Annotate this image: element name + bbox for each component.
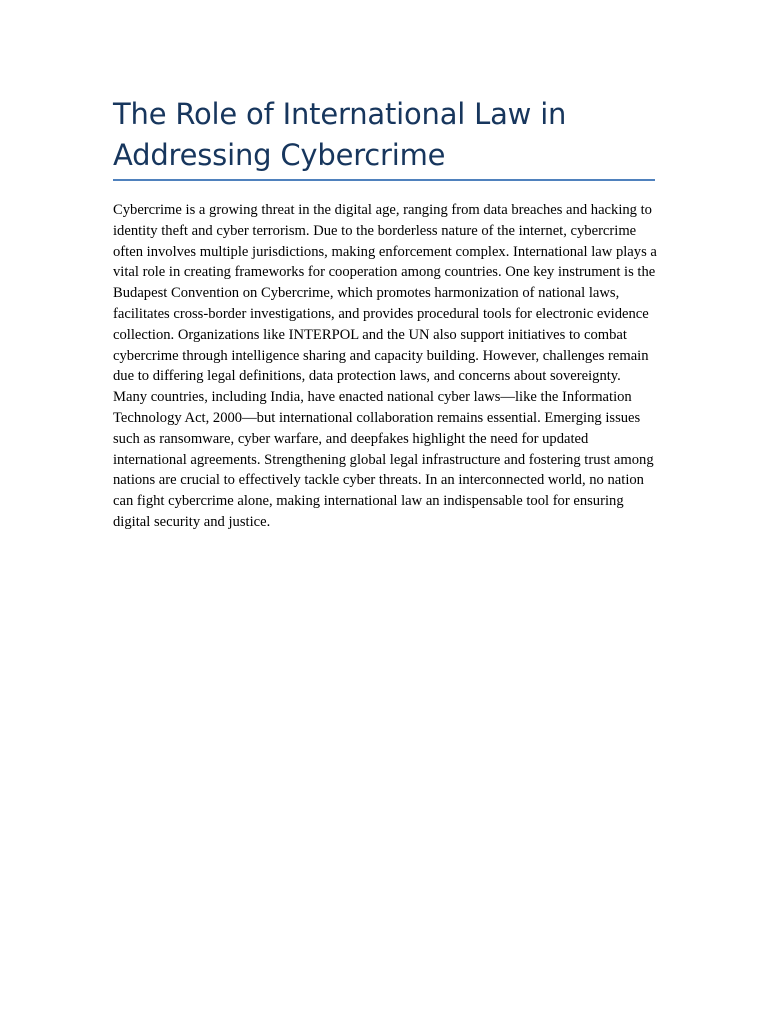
title-underline-rule [113, 179, 655, 181]
document-body-paragraph: Cybercrime is a growing threat in the digital age, ranging from data breaches and hacking to identity theft and cyber terrorism. Due to the borderless nature of the internet, cybercrime often involves multiple jurisdictions, making enforcement complex. International law plays a vital role in creating frameworks for cooperation among countries. One key instrument is the Budapest Convention on Cybercrime, which promotes harmonization of national laws, facilitates cross-border investigations, and provides procedural tools for electronic evidence collection. Organizations like INTERPOL and the UN also support initiatives to combat cybercrime through intelligence sharing and capacity building. However, challenges remain due to differing legal definitions, data protection laws, and concerns about sovereignty. Many countries, including India, have enacted national cyber laws—like the Information Technology Act, 2000—but international collaboration remains essential. Emerging issues such as ransomware, cyber warfare, and deepfakes highlight the need for updated international agreements. Strengthening global legal infrastructure and fostering trust among nations are crucial to effectively tackle cyber threats. In an interconnected world, no nation can fight cybercrime alone, making international law an indispensable tool for ensuring digital security and justice. [113, 202, 657, 530]
document-title: The Role of International Law in Addressing Cybercrime [113, 97, 567, 172]
